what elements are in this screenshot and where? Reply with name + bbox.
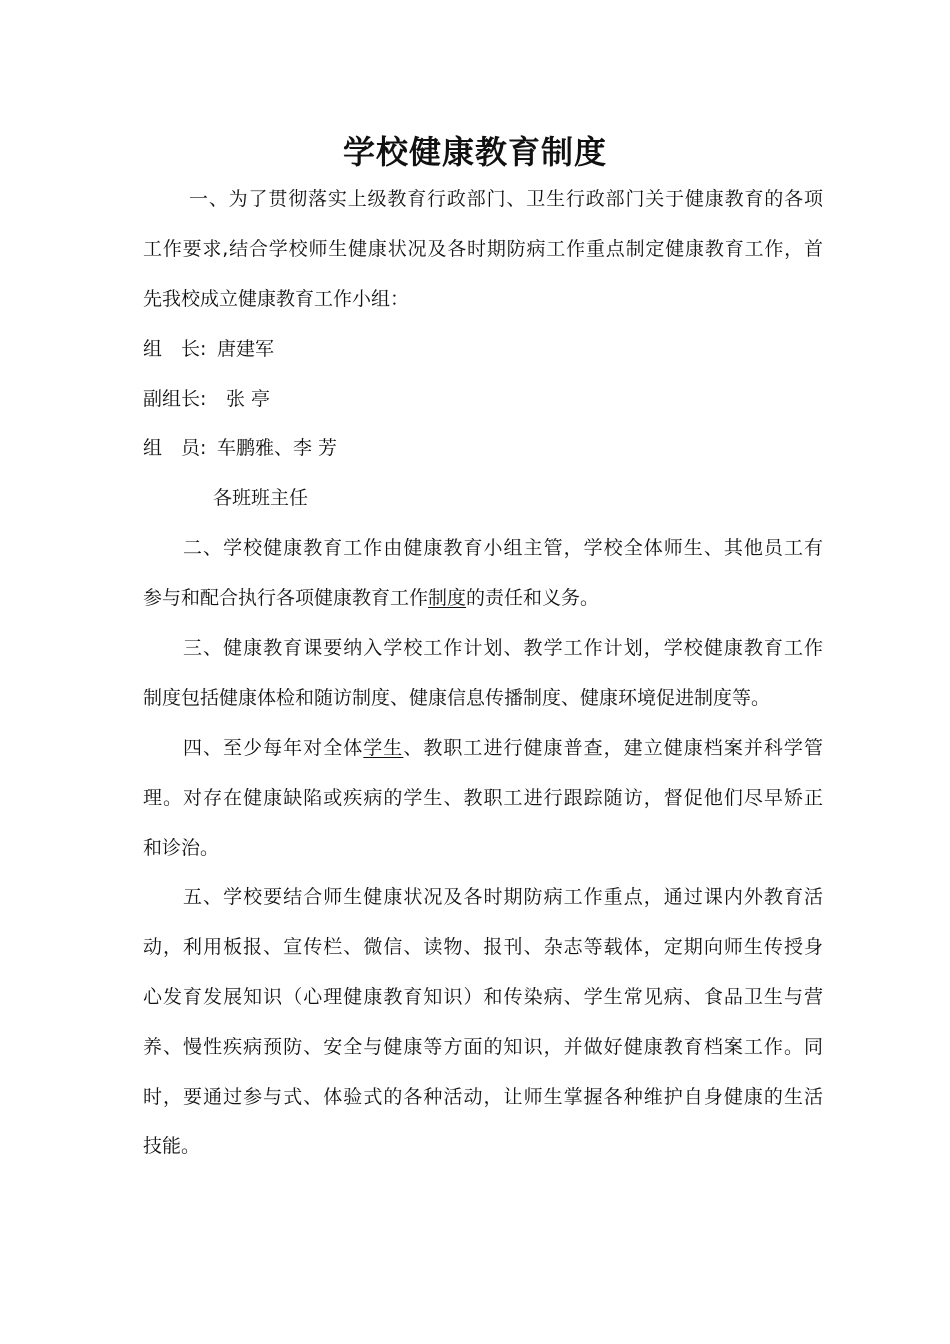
document-title: 学校健康教育制度 bbox=[342, 133, 607, 171]
leader-name: 唐建军 bbox=[217, 338, 275, 360]
deputy-label: 副组长: bbox=[143, 388, 207, 410]
member-extra: 各班班主任 bbox=[213, 487, 309, 509]
member-label: 组 员: bbox=[143, 437, 207, 459]
section4-line-3: 和诊治。 bbox=[143, 837, 220, 859]
section4-line-1-pre: 四、至少每年对全体 bbox=[183, 737, 364, 759]
section2-underlined-word: 制度 bbox=[428, 587, 467, 609]
section5-line-4: 养、慢性疾病预防、安全与健康等方面的知识，并做好健康教育档案工作。同 bbox=[143, 1036, 823, 1058]
section2-line-2-pre: 参与和配合执行各项健康教育工作 bbox=[143, 587, 429, 609]
section2-line-1: 二、学校健康教育工作由健康教育小组主管，学校全体师生、其他员工有 bbox=[183, 537, 823, 559]
section1-line-3: 先我校成立健康教育工作小组： bbox=[143, 288, 410, 310]
section5-line-6: 技能。 bbox=[143, 1135, 201, 1157]
leader-label: 组 长: bbox=[143, 338, 207, 360]
section5-line-1: 五、学校要结合师生健康状况及各时期防病工作重点，通过课内外教育活 bbox=[183, 886, 823, 908]
section4-line-2: 理。对存在健康缺陷或疾病的学生、教职工进行跟踪随访，督促他们尽早矫正 bbox=[143, 787, 823, 809]
deputy-name: 张 亭 bbox=[226, 388, 271, 410]
section4-underlined-word: 学生 bbox=[363, 737, 404, 759]
section4-line-1 bbox=[183, 733, 823, 763]
section1-line-2: 工作要求,结合学校师生健康状况及各时期防病工作重点制定健康教育工作，首 bbox=[143, 238, 823, 260]
section2-line-2 bbox=[143, 583, 823, 613]
section5-line-2: 动，利用板报、宣传栏、微信、读物、报刊、杂志等载体，定期向师生传授身 bbox=[143, 936, 823, 958]
section1-line-1: 一、为了贯彻落实上级教育行政部门、卫生行政部门关于健康教育的各项 bbox=[189, 188, 823, 210]
section3-line-2: 制度包括健康体检和随访制度、健康信息传播制度、健康环境促进制度等。 bbox=[143, 687, 771, 709]
section3-line-1: 三、健康教育课要纳入学校工作计划、教学工作计划，学校健康教育工作 bbox=[183, 637, 823, 659]
section4-line-1-post: 、教职工进行健康普查，建立健康档案并科学管 bbox=[403, 737, 823, 759]
section5-line-3: 心发育发展知识（心理健康教育知识）和传染病、学生常见病、食品卫生与营 bbox=[143, 986, 823, 1008]
section2-line-2-post: 的责任和义务。 bbox=[466, 587, 600, 609]
member-names: 车鹏雅、李 芳 bbox=[217, 437, 338, 459]
section5-line-5: 时，要通过参与式、体验式的各种活动，让师生掌握各种维护自身健康的生活 bbox=[143, 1086, 823, 1108]
